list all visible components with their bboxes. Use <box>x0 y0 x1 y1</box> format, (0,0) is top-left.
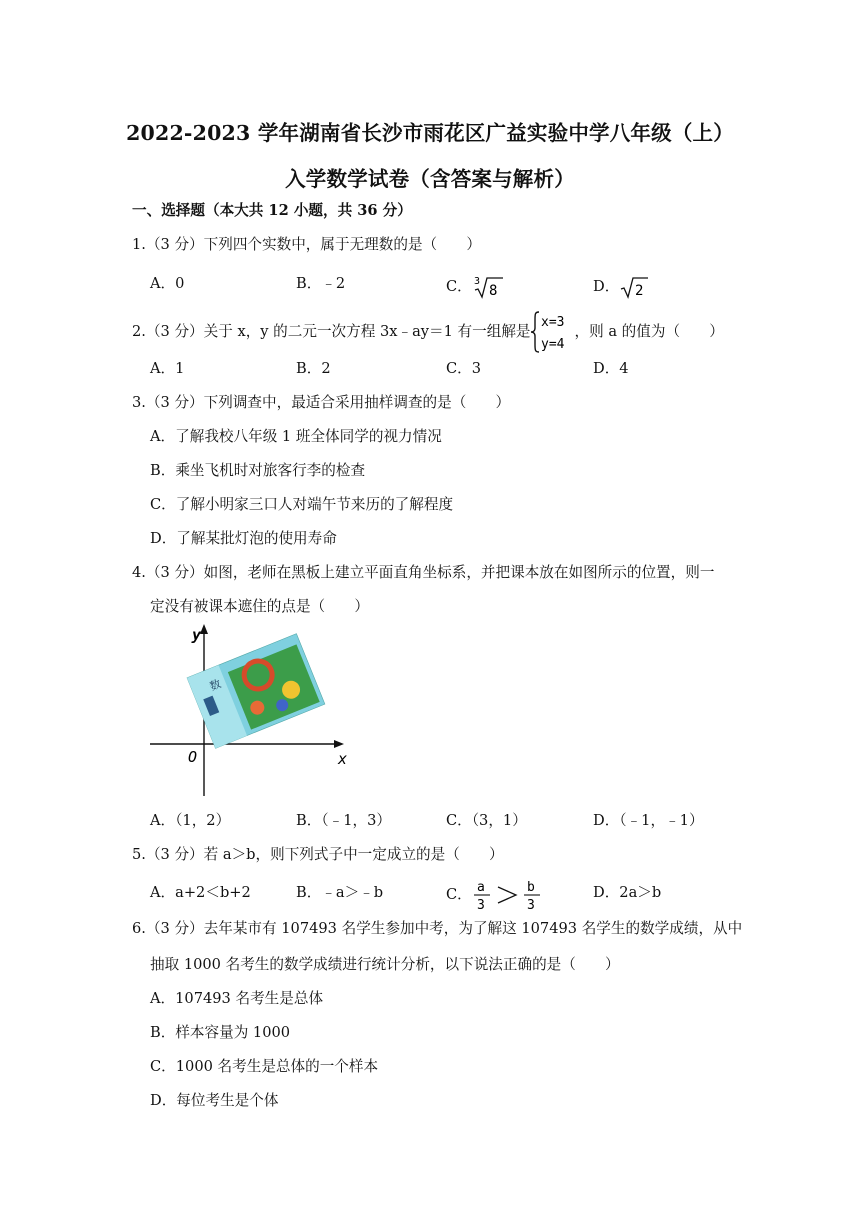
q3-option-a: A．了解我校八年级 1 班全体同学的视力情况 <box>150 428 442 445</box>
root-index: 3 <box>473 276 480 287</box>
fraction-right-denominator: 3 <box>526 898 535 912</box>
x-axis-label: x <box>338 750 348 768</box>
question-4-text-2: 定没有被课本遮住的点是（ ） <box>150 598 369 615</box>
square-root-2-formula <box>619 275 649 299</box>
q2-option-a: A．1 <box>150 360 185 377</box>
question-5 <box>132 846 504 864</box>
cube-root-8-formula <box>472 275 504 299</box>
svg-text:数: 数 <box>207 677 223 694</box>
fraction-right-numerator: b <box>526 880 535 895</box>
q6-option-a: A．107493 名考生是总体 <box>150 990 324 1007</box>
q1-option-a: A．0 <box>150 275 185 292</box>
q5-option-d: D．2a＞b <box>593 884 662 901</box>
q5-option-c-label: C． <box>446 886 472 903</box>
q4-option-d: D．（﹣1，﹣1） <box>593 812 704 829</box>
section-heading: 一、选择题（本大共 12 小题，共 36 分） <box>132 202 412 219</box>
question-5-number: 5. <box>132 846 146 863</box>
question-3-text: （3 分）下列调查中，最适合采用抽样调查的是（ ） <box>145 394 511 411</box>
question-4-line1 <box>132 564 714 582</box>
question-2-text-before: （3 分）关于 x，y 的二元一次方程 3x﹣ay＝1 有一组解是 <box>145 323 531 340</box>
sqrt-radicand: 2 <box>635 283 644 299</box>
question-1-text: （3 分）下列四个实数中，属于无理数的是（ ） <box>145 236 481 253</box>
q2-option-d: D．4 <box>593 360 629 377</box>
system-equation-1: x=3 <box>540 315 564 330</box>
q6-option-b: B．样本容量为 1000 <box>150 1024 291 1041</box>
q1-option-c-label: C． <box>446 278 472 295</box>
question-6-text-1: （3 分）去年某市有 107493 名学生参加中考，为了解这 107493 名学生的数学成绩，从中 <box>145 920 743 937</box>
question-3 <box>132 394 510 412</box>
fraction-inequality-formula <box>472 878 548 912</box>
q3-option-c: C．了解小明家三口人对端午节来历的了解程度 <box>150 496 454 513</box>
exam-title-line2: 入学数学试卷（含答案与解析） <box>285 167 575 191</box>
q5-option-a: A．a+2＜b+2 <box>150 884 251 901</box>
q4-option-c: C．（3，1） <box>446 812 527 829</box>
origin-label: O <box>188 748 198 766</box>
question-6-number: 6. <box>132 920 146 937</box>
y-axis-label: y <box>192 626 202 644</box>
q4-option-b: B．（﹣1，3） <box>296 812 391 829</box>
question-1 <box>132 236 481 254</box>
q6-option-d: D．每位考生是个体 <box>150 1092 279 1109</box>
q4-option-a: A．（1，2） <box>150 812 231 829</box>
q3-option-d: D．了解某批灯泡的使用寿命 <box>150 530 337 547</box>
q1-option-d-label: D． <box>593 278 620 295</box>
equation-system-formula <box>531 310 575 354</box>
fraction-left-denominator: 3 <box>476 898 485 912</box>
question-2-text-after: ，则 a 的值为（ ） <box>574 323 724 340</box>
system-equation-2: y=4 <box>540 337 564 352</box>
q2-option-b: B．2 <box>296 360 331 377</box>
question-5-text: （3 分）若 a＞b，则下列式子中一定成立的是（ ） <box>145 846 504 863</box>
root-radicand: 8 <box>488 283 498 299</box>
question-4-number: 4. <box>132 564 146 581</box>
q6-option-c: C．1000 名考生是总体的一个样本 <box>150 1058 379 1075</box>
exam-title-line1: 2022-2023 学年湖南省长沙市雨花区广益实验中学八年级（上） <box>126 121 734 145</box>
textbook-image <box>187 634 325 749</box>
question-6-line1 <box>132 920 742 938</box>
coordinate-plane-figure <box>148 618 360 804</box>
question-6-text-2: 抽取 1000 名考生的数学成绩进行统计分析，以下说法正确的是（ ） <box>150 956 620 973</box>
q1-option-d <box>593 275 649 299</box>
question-4-text-1: （3 分）如图，老师在黑板上建立平面直角坐标系，并把课本放在如图所示的位置，则一 <box>145 564 715 581</box>
q5-option-c <box>446 878 548 912</box>
fraction-left-numerator: a <box>476 880 485 895</box>
q1-option-c <box>446 275 504 299</box>
question-1-number: 1. <box>132 236 146 253</box>
q2-option-c: C．3 <box>446 360 482 377</box>
q1-option-b: B．﹣2 <box>296 275 346 292</box>
q5-option-b: B．﹣a＞﹣b <box>296 884 384 901</box>
question-2-number: 2. <box>132 323 146 340</box>
question-3-number: 3. <box>132 394 146 411</box>
question-2 <box>132 310 724 354</box>
q3-option-b: B．乘坐飞机时对旅客行李的检查 <box>150 462 366 479</box>
